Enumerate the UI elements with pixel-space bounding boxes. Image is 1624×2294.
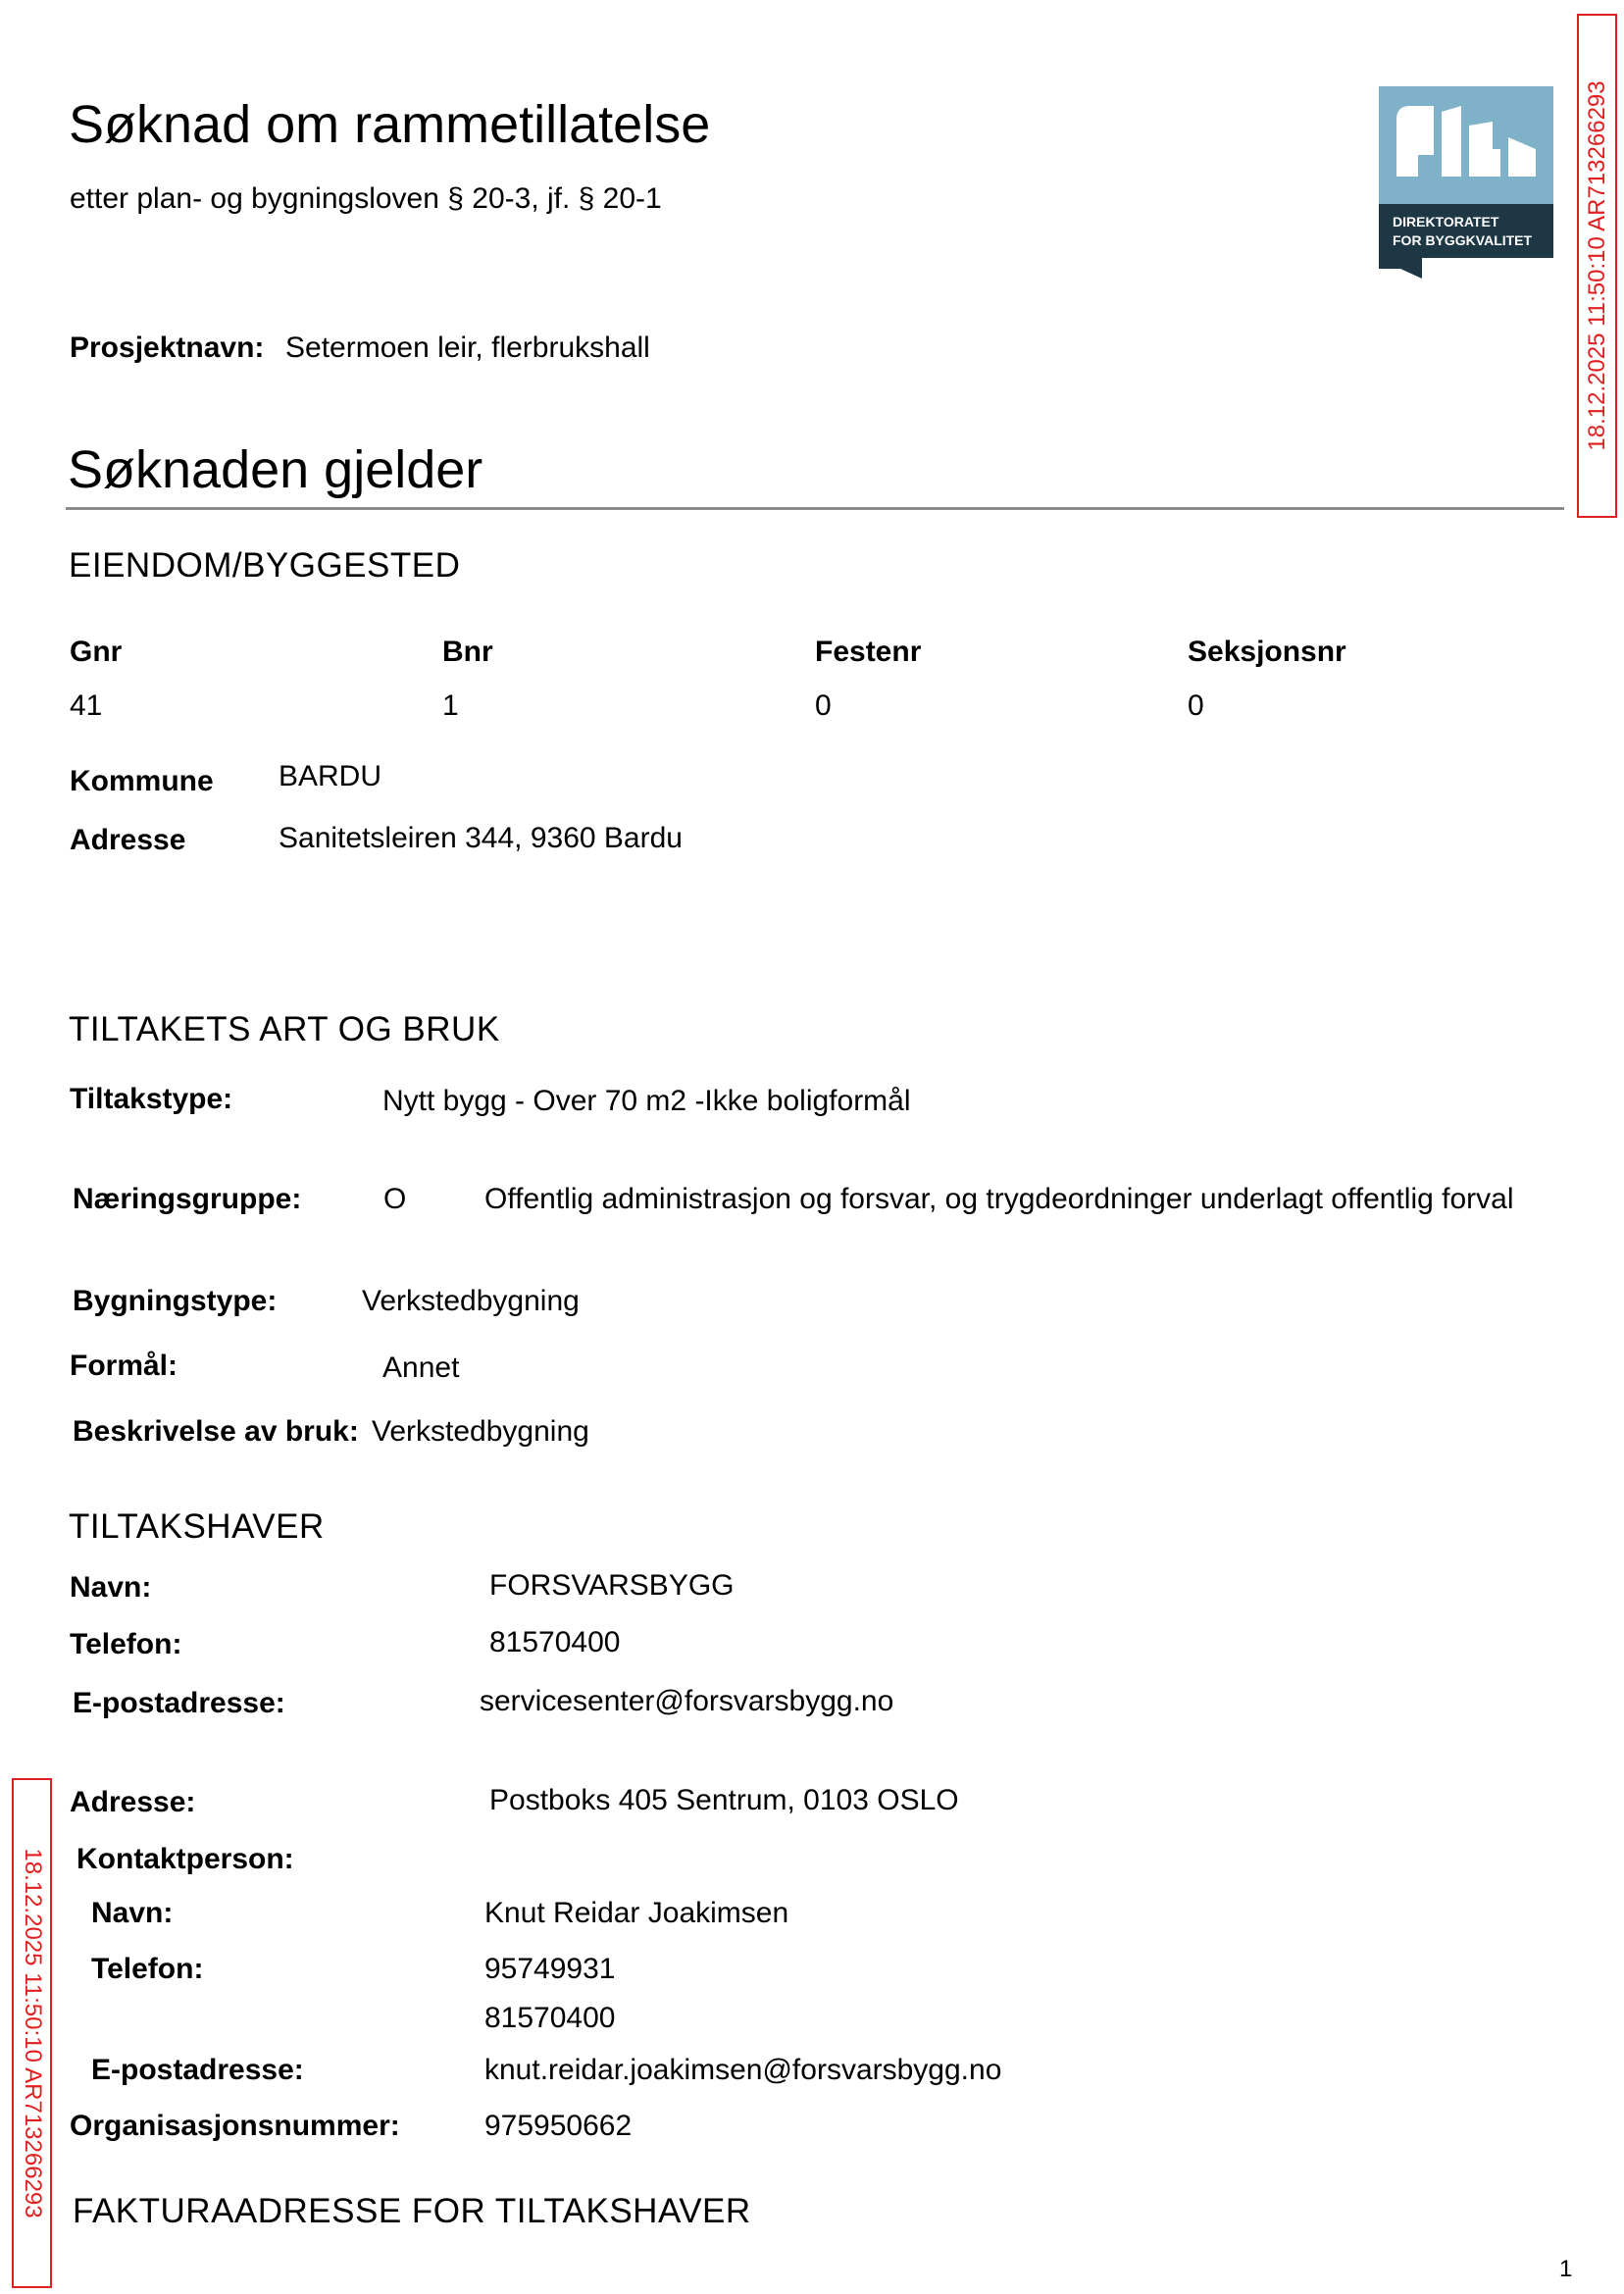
org-number-label: Organisasjonsnummer:	[70, 2110, 400, 2142]
seksjonsnr-value: 0	[1188, 689, 1204, 722]
kommune-value: BARDU	[279, 760, 382, 792]
contact-name-value: Knut Reidar Joakimsen	[484, 1897, 789, 1929]
contact-email-value: knut.reidar.joakimsen@forsvarsbygg.no	[484, 2054, 1002, 2086]
gnr-value: 41	[70, 689, 103, 722]
section-heading: Søknaden gjelder	[68, 440, 483, 499]
org-number-value: 975950662	[484, 2110, 633, 2142]
divider	[66, 507, 1564, 510]
project-name-label: Prosjektnavn:	[70, 331, 265, 364]
bnr-label: Bnr	[442, 636, 493, 668]
logo-text-line2: FOR BYGGKVALITET	[1393, 232, 1533, 248]
bygningstype-label: Bygningstype:	[73, 1285, 278, 1317]
owner-address-value: Postboks 405 Sentrum, 0103 OSLO	[489, 1784, 959, 1816]
adresse-value: Sanitetsleiren 344, 9360 Bardu	[279, 822, 683, 854]
beskrivelse-value: Verkstedbygning	[372, 1415, 589, 1448]
invoice-section-title: FAKTURAADRESSE FOR TILTAKSHAVER	[73, 2192, 751, 2230]
document-title: Søknad om rammetillatelse	[69, 95, 711, 154]
tiltakstype-label: Tiltakstype:	[70, 1083, 233, 1115]
festenr-value: 0	[815, 689, 832, 722]
contact-phone-value-1: 95749931	[484, 1953, 616, 1985]
tiltakstype-value: Nytt bygg - Over 70 m2 -Ikke boligformål	[382, 1085, 911, 1117]
naeringsgruppe-code: O	[383, 1183, 407, 1215]
contact-phone-value-2: 81570400	[484, 2002, 616, 2034]
beskrivelse-label: Beskrivelse av bruk:	[73, 1415, 359, 1448]
owner-phone-value: 81570400	[489, 1626, 621, 1658]
naeringsgruppe-text: Offentlig administrasjon og forsvar, og trygdeordninger underlagt offentlig forval	[484, 1183, 1514, 1215]
timestamp-stamp-left	[12, 1778, 52, 2288]
stamp-text: 18.12.2025 11:50:10 AR713266293	[19, 1848, 46, 2218]
project-name-value: Setermoen leir, flerbrukshall	[285, 331, 650, 364]
formal-label: Formål:	[70, 1350, 178, 1382]
owner-email-value: servicesenter@forsvarsbygg.no	[480, 1685, 894, 1717]
page-number: 1	[1559, 2256, 1573, 2282]
measure-section-title: TILTAKETS ART OG BRUK	[69, 1010, 500, 1048]
dibk-logo	[1379, 86, 1553, 279]
formal-value: Annet	[382, 1351, 460, 1384]
contact-person-label: Kontaktperson:	[76, 1843, 294, 1875]
timestamp-stamp-right	[1577, 14, 1617, 518]
bnr-value: 1	[442, 689, 459, 722]
owner-section-title: TILTAKSHAVER	[69, 1507, 325, 1546]
owner-phone-label: Telefon:	[70, 1628, 182, 1660]
festenr-label: Festenr	[815, 636, 922, 668]
gnr-label: Gnr	[70, 636, 123, 668]
seksjonsnr-label: Seksjonsnr	[1188, 636, 1346, 668]
contact-name-label: Navn:	[91, 1897, 174, 1929]
owner-address-label: Adresse:	[70, 1786, 196, 1818]
contact-phone-label: Telefon:	[91, 1953, 204, 1985]
logo-text-line1: DIREKTORATET	[1393, 214, 1499, 229]
logo-dark-block	[1379, 204, 1553, 258]
kommune-label: Kommune	[70, 765, 214, 797]
owner-name-value: FORSVARSBYGG	[489, 1569, 735, 1602]
contact-email-label: E-postadresse:	[91, 2054, 304, 2086]
naeringsgruppe-label: Næringsgruppe:	[73, 1183, 302, 1215]
adresse-label: Adresse	[70, 824, 186, 856]
owner-name-label: Navn:	[70, 1571, 152, 1604]
stamp-text: 18.12.2025 11:50:10 AR713266293	[1583, 80, 1610, 451]
bygningstype-value: Verkstedbygning	[362, 1285, 580, 1317]
owner-email-label: E-postadresse:	[73, 1687, 285, 1719]
property-section-title: EIENDOM/BYGGESTED	[69, 546, 461, 585]
document-subtitle: etter plan- og bygningsloven § 20-3, jf. § 20-1	[70, 182, 662, 215]
